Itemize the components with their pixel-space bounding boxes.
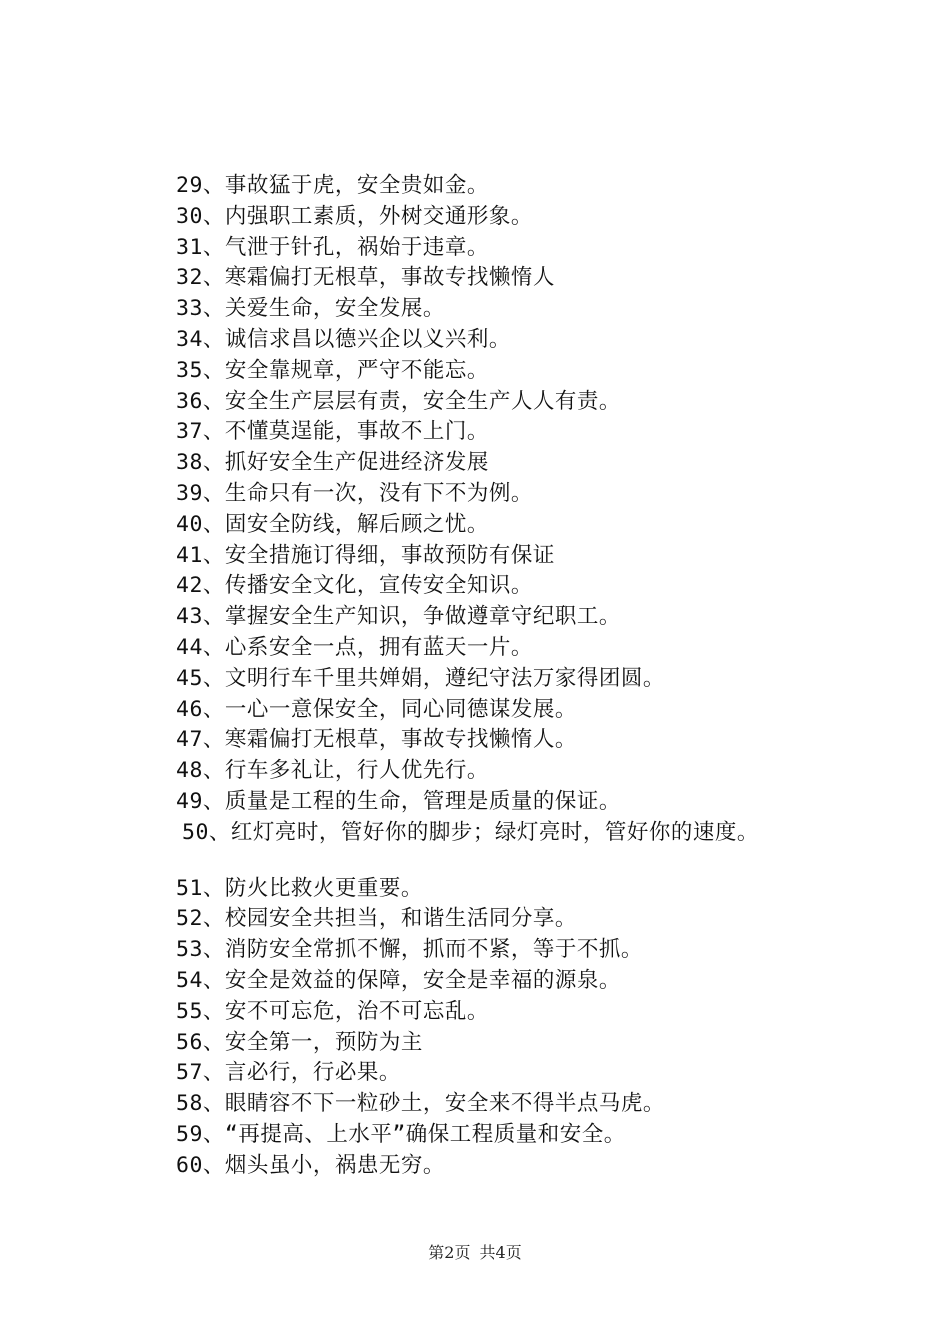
slogan-list [176,171,936,1182]
list-item: 52、校园安全共担当，和谐生活同分享。 [176,906,577,932]
list-item: 42、传播安全文化，宣传安全知识。 [176,573,533,599]
list-item: 50、红灯亮时，管好你的脚步；绿灯亮时，管好你的速度。 [182,819,759,845]
list-item: 56、安全第一，预防为主 [176,1029,423,1055]
list-item: 57、言必行，行必果。 [176,1060,401,1086]
list-item: 29、事故猛于虎，安全贵如金。 [176,173,489,198]
list-item: 54、安全是效益的保障，安全是幸福的源泉。 [176,967,621,993]
page-number: 第2页 [428,1243,471,1262]
list-item: 45、文明行车千里共婵娟，遵纪守法万家得团圆。 [176,665,665,691]
list-item: 40、固安全防线，解后顾之忧。 [176,511,489,537]
list-item: 34、诚信求昌以德兴企以义兴利。 [176,326,511,352]
list-item: 36、安全生产层层有责，安全生产人人有责。 [176,388,621,414]
list-item: 37、不懂莫逞能，事故不上门。 [176,419,489,445]
list-item: 39、生命只有一次，没有下不为例。 [176,480,533,506]
list-item: 60、烟头虽小，祸患无穷。 [176,1152,445,1178]
list-item: 58、眼睛容不下一粒砂土，安全来不得半点马虎。 [176,1091,665,1117]
list-item: 35、安全靠规章，严守不能忘。 [176,357,489,383]
list-item: 30、内强职工素质，外树交通形象。 [176,203,533,229]
list-item: 47、寒霜偏打无根草，事故专找懒惰人。 [176,727,577,753]
list-item: 59、“再提高、上水平”确保工程质量和安全。 [176,1121,626,1147]
list-item: 38、抓好安全生产促进经济发展 [176,450,489,476]
list-item: 48、行车多礼让，行人优先行。 [176,758,489,784]
list-item: 32、寒霜偏打无根草，事故专找懒惰人 [176,265,555,291]
list-item: 43、掌握安全生产知识，争做遵章守纪职工。 [176,604,621,630]
list-item: 31、气泄于针孔，祸始于违章。 [176,234,489,260]
list-item: 55、安不可忘危，治不可忘乱。 [176,998,489,1024]
slogan-group-29-50 [176,171,936,849]
list-item: 49、质量是工程的生命，管理是质量的保证。 [176,788,621,814]
list-item: 33、关爱生命，安全发展。 [176,296,445,322]
page-footer [0,1240,950,1263]
paragraph-gap [176,849,936,874]
list-item: 51、防火比救火更重要。 [176,875,423,901]
list-item: 46、一心一意保安全，同心同德谋发展。 [176,696,577,722]
page-total: 共4页 [479,1243,522,1262]
list-item: 44、心系安全一点，拥有蓝天一片。 [176,634,533,660]
slogan-group-51-60 [176,874,936,1182]
list-item: 41、安全措施订得细，事故预防有保证 [176,542,555,568]
list-item: 53、消防安全常抓不懈，抓而不紧，等于不抓。 [176,937,643,963]
